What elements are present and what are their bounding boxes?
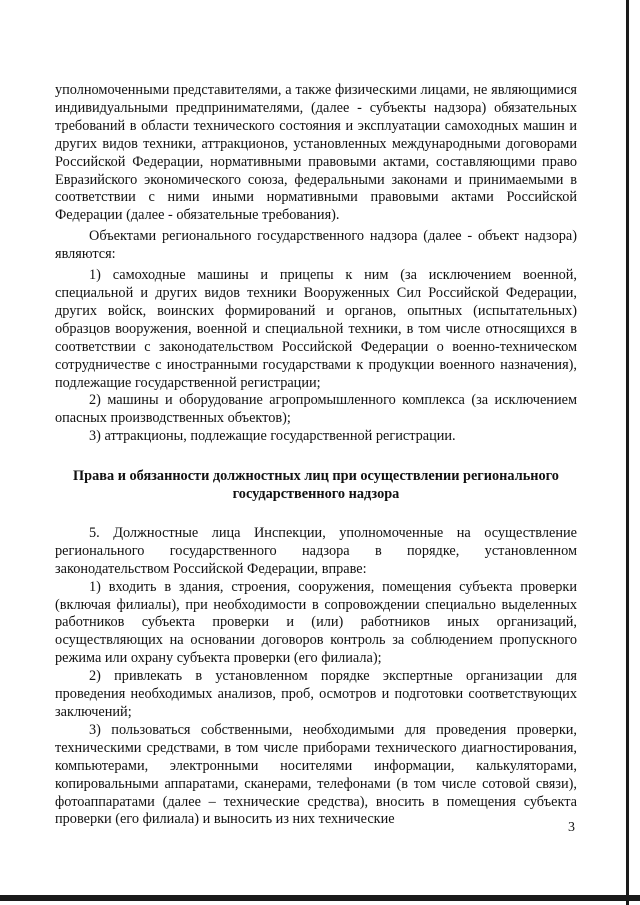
section-heading: Права и обязанности должностных лиц при осуществлении регионального государственного надзора (73, 468, 559, 503)
paragraph-objects-intro: Объектами регионального государственного надзора (далее - объект надзора) являются: (55, 228, 577, 263)
paragraph-item-2: 2) машины и оборудование агропромышленного комплекса (за исключением опасных производственных объектов); (55, 392, 577, 427)
scan-edge-right (626, 0, 629, 905)
paragraph-right-3: 3) пользоваться собственными, необходимыми для проведения проверки, техническими средствами, в том числе приборами технического диагностирования, компьютерами, электронными носителями информации, калькуляторами, копировальными аппаратами, сканерами, телефонами (в том числе сотовой связи), фотоаппаратами (далее – технические средства), вносить в помещения субъекта проверки (его филиала) и выносить из них технические (55, 721, 577, 828)
paragraph-right-2: 2) привлекать в установленном порядке экспертные организации для проведения необходимых анализов, проб, осмотров и подготовки соответствующих заключений; (55, 668, 577, 720)
page-number: 3 (568, 820, 575, 835)
paragraph-item-3: 3) аттракционы, подлежащие государственной регистрации. (89, 428, 456, 445)
document-body (55, 82, 577, 829)
scan-edge-bottom (0, 895, 640, 901)
paragraph-clause-5: 5. Должностные лица Инспекции, уполномоченные на осуществление регионального государственного надзора в порядке, установленном законодательством Российской Федерации, вправе: (55, 524, 577, 577)
paragraph-right-1: 1) входить в здания, строения, сооружения, помещения субъекта проверки (включая филиалы), при необходимости в сопровождении специально выделенных работников субъекта проверки и (или) работников иных организаций, осуществляющих на основании договоров контроль за соблюдением пропускного режима или охрану субъекта проверки (его филиала); (55, 578, 577, 667)
paragraph-continuation: уполномоченными представителями, а также физическими лицами, не являющимися индивидуальными предпринимателями, (далее - субъекты надзора) обязательных требований в области технического состояния и эксплуатации самоходных машин и других видов техники, аттракционов, установленных международными договорами Российской Федерации, нормативными правовыми актами, составляющими право Евразийского экономического союза, федеральными законами и принимаемыми в соответствии с ними иными нормативными правовыми актами Российской Федерации (далее - обязательные требования). (55, 82, 577, 224)
paragraph-item-1: 1) самоходные машины и прицепы к ним (за исключением военной, специальной и других видов техники Вооруженных Сил Российской Федерации, других войск, воинских формирований и органов, опытных (испытательных) образцов вооружения, военной и специальной техники, в том числе относящихся в соответствии с законодательством Российской Федерации о военно-техническом сотрудничестве с иностранными государствами к продукции военного назначения), подлежащие государственной регистрации; (55, 267, 577, 391)
